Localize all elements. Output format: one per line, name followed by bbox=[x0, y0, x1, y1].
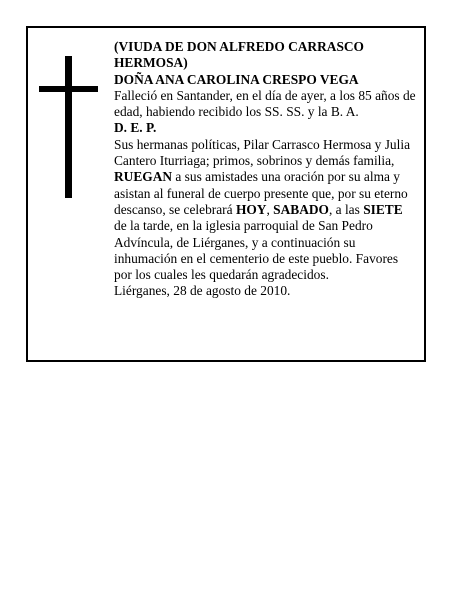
cross-icon-bar bbox=[39, 86, 98, 92]
siete-word: SIETE bbox=[363, 201, 403, 217]
cross-icon bbox=[65, 56, 72, 198]
place-date: Liérganes, 28 de agosto de 2010. bbox=[114, 283, 291, 299]
death-text: Falleció en Santander, en el día de ayer, a los 85 años de edad, habiendo recibido los SS. SS. y la B. A. bbox=[114, 87, 416, 120]
deceased-name: DOÑA ANA CAROLINA CRESPO VEGA bbox=[114, 71, 359, 87]
obituary-text bbox=[114, 39, 418, 300]
family-paragraph: Sus hermanas políticas, Pilar Carrasco Hermosa y Julia Cantero Iturriaga; primos, sobrinos y demás familia, RUEGAN a sus amistades una oración por su alma y asistan al funeral de cuerpo presente que, por su eterno descanso, se celebrará HOY, SABADO, a las SIETE de la tarde, en la iglesia parroquial de San Pedro Advíncula, de Liérganes, y a continuación su inhumación en el cementerio de este pueblo. Favores por los cuales les quedarán agradecidos. bbox=[114, 136, 411, 283]
widow-header: (VIUDA DE DON ALFREDO CARRASCO HERMOSA) bbox=[114, 39, 364, 71]
hoy-word: HOY bbox=[235, 201, 267, 217]
obituary-notice bbox=[26, 26, 426, 362]
dep-label: D. E. P. bbox=[114, 120, 157, 136]
sabado-word: SABADO bbox=[273, 201, 329, 217]
ruegan-word: RUEGAN bbox=[114, 169, 173, 185]
